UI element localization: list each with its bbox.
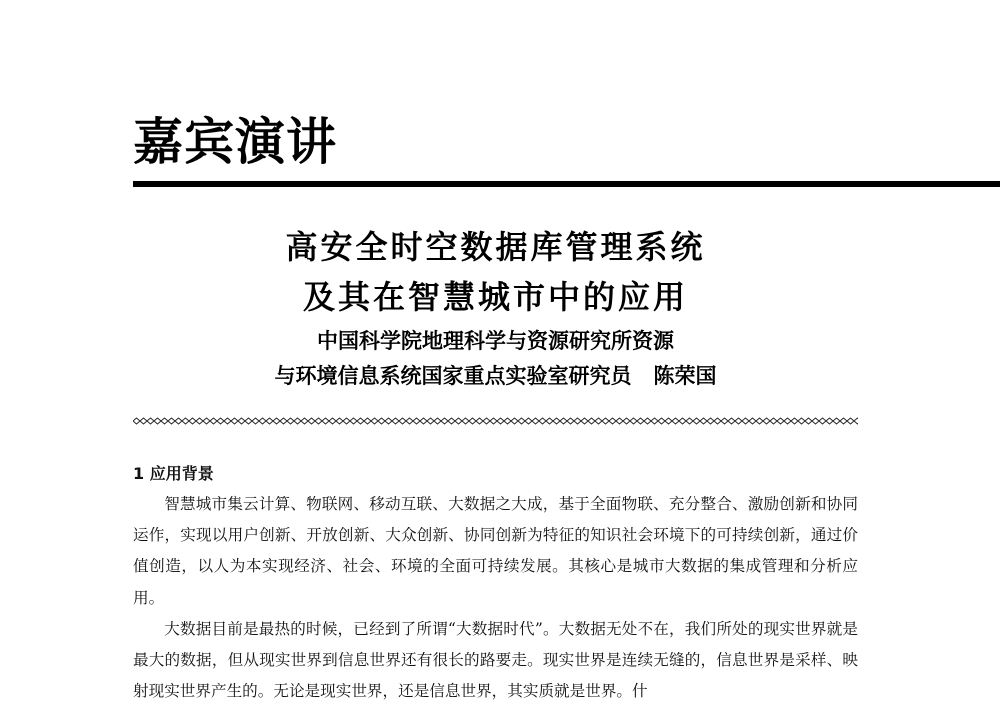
article-title-line-2: 及其在智慧城市中的应用 (302, 278, 688, 316)
decorative-divider (133, 416, 858, 426)
author-affiliation-line-2: 与环境信息系统国家重点实验室研究员 (274, 364, 632, 388)
paragraph: 大数据目前是最热的时候，已经到了所谓“大数据时代”。大数据无处不在，我们所处的现实世界就是最大的数据，但从现实世界到信息世界还有很长的路要走。现实世界是连续无缝的，信息世界是采样、映射现实世界产生的。无论是现实世界，还是信息世界，其实质就是世界。什 (133, 619, 858, 701)
section-heading: 1 应用背景 (133, 464, 214, 483)
header-rule (133, 181, 1000, 187)
author-line (133, 361, 858, 391)
section-label: 嘉宾演讲 (133, 113, 337, 171)
article-title-line-1: 高安全时空数据库管理系统 (285, 228, 706, 266)
paragraph: 智慧城市集云计算、物联网、移动互联、大数据之大成，基于全面物联、充分整合、激励创新和协同运作，实现以用户创新、开放创新、大众创新、协同创新为特征的知识社会环境下的可持续创新，通过价值创造，以人为本实现经济、社会、环境的全面可持续发展。其核心是城市大数据的集成管理和分析应用。 (133, 495, 858, 607)
author-affiliation-line-1: 中国科学院地理科学与资源研究所资源 (317, 329, 674, 353)
article-body (133, 458, 858, 707)
author-name: 陈荣国 (653, 364, 717, 388)
